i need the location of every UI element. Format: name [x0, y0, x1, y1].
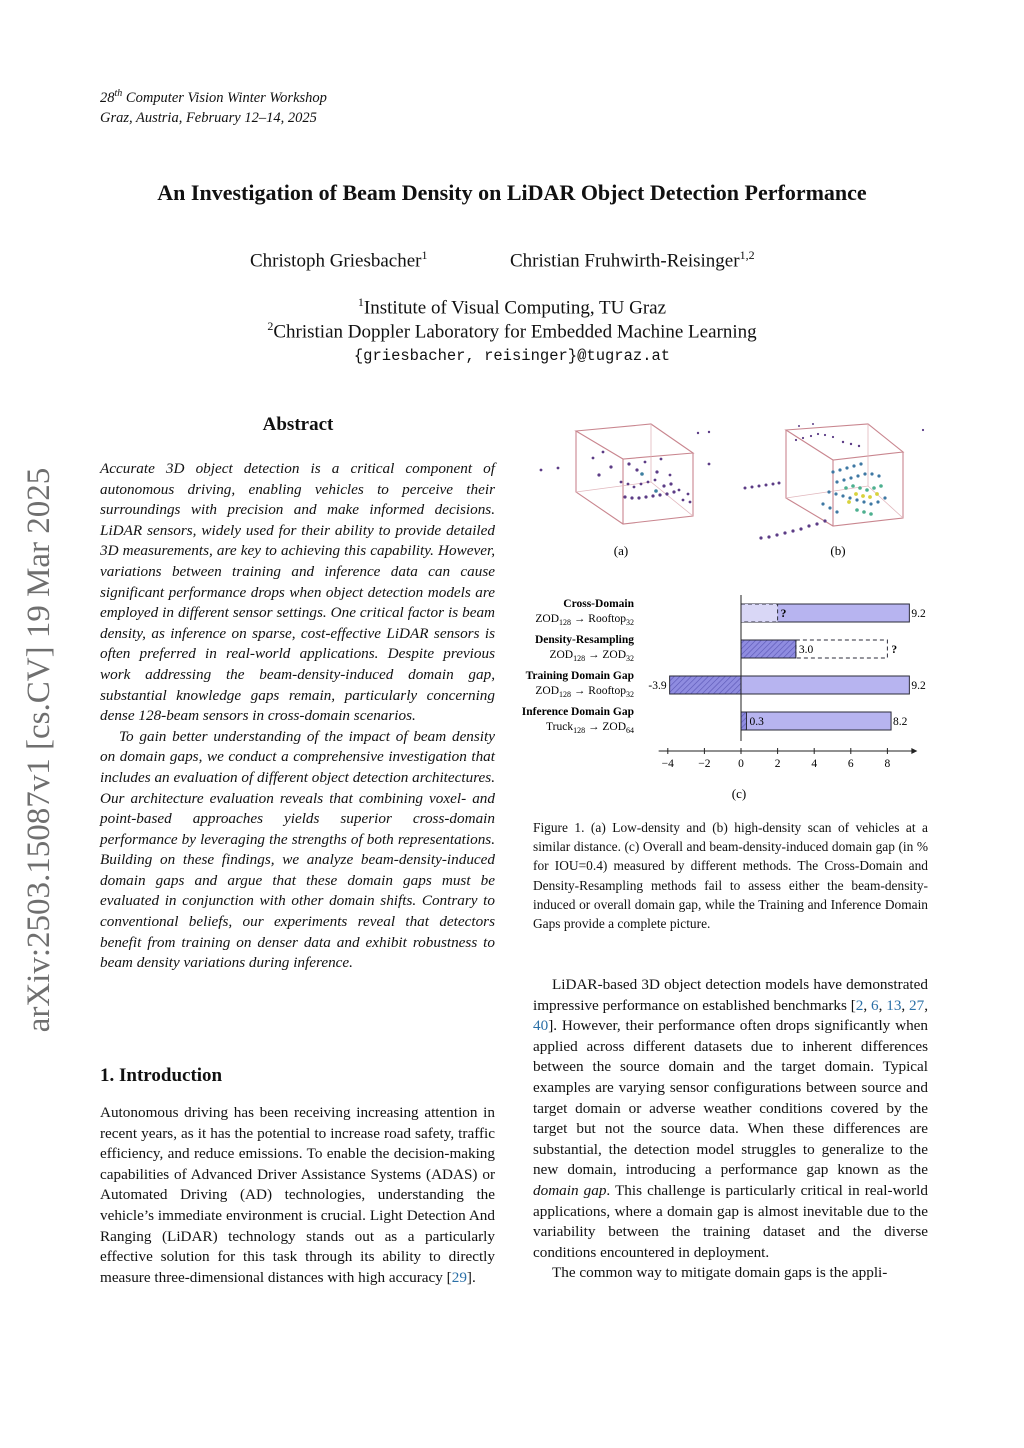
citation-link[interactable]: 27: [909, 996, 925, 1014]
right-paragraph-1: LiDAR-based 3D object detection models have demonstrated impressive performance on established benchmarks [2, 6, 13, 27, 40]. However, their performance often drops significantly when applied across different datasets due to inherent differences between the source domain and the target domain. Typical examples are varying sensor configurations between source and target domain or adverse weather conditions covered by the target but not the source data. When these differences are substantial, the detection model struggles to generalize to the new domain, introducing a performance gap known as the domain gap. This challenge is particularly critical in real-world applications, where a domain gap is almost inevitable due to the variability between the training dataset and the diverse conditions encountered in deployment.: [533, 976, 929, 1261]
right-paragraph-2: The common way to mitigate domain gaps is the appli-: [552, 1264, 888, 1282]
author-2: Christian Fruhwirth-Reisinger$^{1,2}$: [510, 248, 755, 272]
citation-link[interactable]: 6: [871, 996, 879, 1014]
subfigure-b-label: (b): [830, 543, 846, 558]
high-density-scan: [744, 423, 925, 540]
unknown-beam-gap-bar: [741, 604, 778, 622]
conference-line-2: Graz, Austria, February 12–14, 2025: [100, 109, 317, 126]
paper-title: An Investigation of Beam Density on LiDAR Object Detection Performance: [157, 180, 867, 205]
category-title: Inference Domain Gap: [521, 706, 634, 718]
x-tick-label: 4: [811, 758, 818, 770]
category-title: Cross-Domain: [563, 598, 634, 610]
unknown-overall-gap-label: ?: [891, 644, 898, 656]
arxiv-stamp-text: arXiv:2503.15087v1 [cs.CV] 19 Mar 2025: [21, 467, 57, 1033]
category-labels: [522, 598, 635, 735]
citation-link[interactable]: 29: [451, 1268, 467, 1286]
x-tick-label: 0: [738, 758, 744, 770]
x-tick-label: 8: [884, 758, 891, 770]
category-subtitle: $ZOD_{128}$ → Rooftop$_{32}$: [535, 613, 634, 627]
x-tick-label: 6: [847, 758, 854, 770]
category-subtitle: Truck$_{128}$ → $ZOD_{64}$: [546, 721, 634, 735]
beam-gap-label: 0.3: [749, 716, 764, 728]
overall-gap-bar: [741, 676, 909, 694]
category-subtitle: $ZOD_{128}$ → Rooftop$_{32}$: [535, 685, 634, 699]
author-email: {griesbacher, reisinger}@tugraz.at: [353, 347, 671, 365]
abstract-paragraph-1: Accurate 3D object detection is a critical component of autonomous driving, enabling vehicles to perceive their surroundings with precision and make informed decisions. LiDAR sensors, widely used for their ability to provide detailed 3D measurements, are key to achieving this capability. However, variations between training and inference data can cause significant performance drops when object detection models are employed in different sensor settings. One critical factor is beam density, as inference on sparse, cost-effective LiDAR sensors is often preferred in real-world applications. Despite previous work addressing the beam-density-induced domain gap, substantial knowledge gaps remain, particularly concerning dense 128-beam sensors in cross-domain scenarios.: [100, 460, 495, 725]
figure-1-caption: [533, 818, 928, 933]
abstract-paragraph-2: To gain better understanding of the impact of beam density on domain gaps, we conduct a comprehensive investigation that includes an evaluation of different object detection architectures. Our architecture evaluation reveals that combining voxel- and point-based approaches yields superior cross-domain performance by leveraging the strengths of both representations. Building on these findings, we analyze beam-density-induced domain gaps and argue that these domain gaps must be evaluated in conjunction with other domain shifts. Contrary to conventional beliefs, our experiments reveal that detectors benefit from training on denser data and exhibit robustness to beam density variations during inference.: [100, 727, 495, 972]
affiliation-2: $^2$Christian Doppler Laboratory for Embedded Machine Learning: [267, 319, 757, 343]
x-tick-label: −4: [661, 758, 674, 770]
beam-gap-bar: [670, 676, 741, 694]
low-density-scan: [540, 424, 711, 524]
abstract-heading: Abstract: [262, 414, 334, 435]
x-tick-label: 2: [774, 758, 781, 770]
citation-link[interactable]: 13: [886, 996, 902, 1014]
category-title: Density-Resampling: [534, 634, 634, 646]
category-subtitle: $ZOD_{128} \to ZOD_{32}$: [549, 649, 634, 663]
beam-gap-bar: [741, 640, 796, 658]
affiliation-1: $^1$Institute of Visual Computing, TU Graz: [357, 295, 667, 319]
beam-gap-bar: [741, 712, 746, 730]
domain-gap-chart: [505, 585, 935, 807]
right-column-body: [533, 975, 928, 1284]
subfigure-c-label: (c): [731, 786, 747, 801]
abstract-body: [100, 459, 495, 974]
author-1: Christoph Griesbacher$^1$: [250, 248, 428, 272]
citation-link[interactable]: 2: [855, 996, 864, 1014]
section-heading-introduction: 1. Introduction: [100, 1065, 223, 1086]
x-tick-label: −2: [698, 758, 711, 770]
citation-link[interactable]: 40: [533, 1017, 549, 1035]
overall-gap-label: 9.2: [911, 680, 926, 692]
category-title: Training Domain Gap: [525, 670, 634, 682]
overall-gap-label: 9.2: [911, 608, 926, 620]
unknown-beam-gap-label: ?: [780, 608, 787, 620]
beam-gap-label: -3.9: [648, 680, 667, 692]
conference-header: [100, 84, 327, 128]
intro-paragraph-1: Autonomous driving has been receiving increasing attention in recent years, as it has the potential to increase road safety, traffic efficiency, and reduce emissions. To enable the decision-making capabilities of Advanced Driver Assistance Systems (ADAS) or Automated Driving (AD) technologies, understanding the vehicle’s immediate environment is crucial. Light Detection And Ranging (LiDAR) technology stands out as a particularly effective solution for this task through its ability to directly measure three-dimensional distances with high accuracy [29].: [100, 1104, 495, 1286]
caption-text: Figure 1. (a) Low-density and (b) high-density scan of vehicles at a similar distance. (c) Overall and beam-density-induced domain gap (in % for IOU=0.4) measured by different methods. The Cross-Domain and Density-Resampling methods fail to assess either the beam-density-induced or overall domain gap, while the Training and Inference Domain Gaps provide a complete picture.: [533, 820, 928, 932]
x-axis-arrow: [911, 748, 917, 754]
beam-gap-label: 3.0: [798, 644, 814, 656]
conference-line-1: 28th Computer Vision Winter Workshop: [100, 88, 327, 106]
figure-1-scans: [533, 412, 933, 562]
arxiv-stamp: [10, 440, 68, 1060]
subfigure-a-label: (a): [613, 543, 629, 558]
bars: [648, 604, 926, 730]
overall-gap-label: 8.2: [893, 716, 908, 728]
intro-body: [100, 1103, 495, 1288]
